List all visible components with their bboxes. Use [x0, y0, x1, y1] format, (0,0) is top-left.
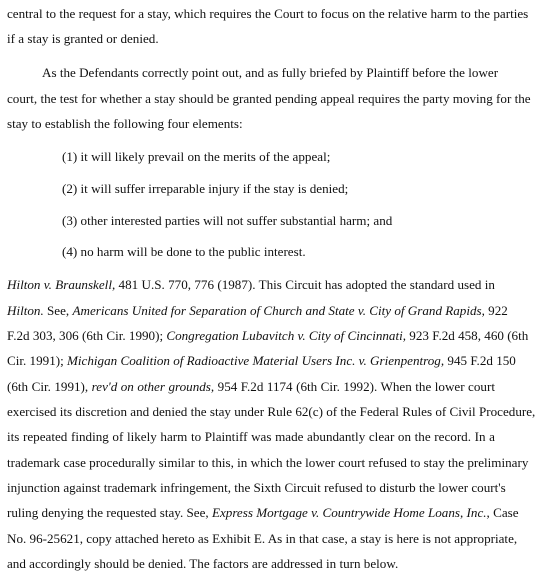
citation-text: ruling denying the requested stay. See,: [7, 505, 212, 521]
paragraph-line: [7, 373, 495, 400]
element-item-4: (4) no harm will be done to the public interest.: [62, 244, 306, 260]
case-citation: Americans United for Separation of Church and State v. City of Grand Rapids,: [72, 302, 485, 318]
case-citation: Hilton v. Braunskell,: [7, 277, 116, 293]
element-item-1: (1) it will likely prevail on the merits of the appeal;: [62, 148, 331, 164]
citation-text: See,: [43, 302, 73, 318]
paragraph-line: [7, 297, 508, 324]
paragraph-line: [7, 499, 519, 526]
paragraph-line: [7, 347, 516, 374]
paragraph-line: As the Defendants correctly point out, and as fully briefed by Plaintiff before the lower: [42, 65, 499, 81]
paragraph-line: court, the test for whether a stay should be granted pending appeal requires the party moving for the: [7, 90, 531, 106]
citation-text: 945 F.2d 150: [444, 353, 516, 369]
paragraph-line: its repeated finding of likely harm to Plaintiff was made abundantly clear on the record. In a: [7, 429, 495, 445]
case-citation: Michigan Coalition of Radioactive Material Users Inc. v. Grienpentrog,: [67, 353, 445, 369]
paragraph-line: [7, 322, 529, 349]
paragraph-line: injunction against trademark infringement, the Sixth Circuit refused to disturb the lower court's: [7, 480, 506, 495]
paragraph-line: central to the request for a stay, which requires the Court to focus on the relative harm to the parties: [7, 6, 529, 21]
citation-text: (6th Cir. 1991),: [7, 378, 92, 394]
citation-text: F.2d 303, 306 (6th Cir. 1990);: [7, 327, 167, 343]
citation-text: 481 U.S. 770, 776 (1987). This Circuit has adopted the standard used in: [115, 277, 495, 293]
paragraph-line: No. 96-25621, copy attached hereto as Exhibit E. As in that case, a stay is here is not appropriate,: [7, 530, 518, 546]
case-citation: Hilton.: [7, 302, 44, 318]
paragraph-line: and accordingly should be denied. The factors are addressed in turn below.: [7, 556, 399, 571]
case-citation: Express Mortgage v. Countrywide Home Loans, Inc.,: [211, 505, 490, 521]
citation-text: 922: [484, 302, 508, 318]
paragraph-line: stay to establish the following four elements:: [7, 115, 243, 131]
paragraph-line: exercised its discretion and denied the stay under Rule 62(c) of the Federal Rules of Civil Procedure,: [7, 404, 535, 419]
citation-text: Cir. 1991);: [7, 353, 68, 369]
case-citation: Congregation Lubavitch v. City of Cincinnati,: [166, 327, 407, 343]
citation-text: 923 F.2d 458, 460 (6th: [406, 327, 529, 343]
citation-text: 954 F.2d 1174 (6th Cir. 1992). When the lower court: [214, 378, 495, 394]
element-item-2: (2) it will suffer irreparable injury if the stay is denied;: [62, 180, 349, 196]
paragraph-line: if a stay is granted or denied.: [7, 31, 159, 47]
paragraph-line: [7, 271, 495, 298]
citation-text: Case: [489, 505, 519, 521]
paragraph-line: trademark case procedurally similar to this, in which the lower court refused to stay the preliminary: [7, 454, 529, 470]
case-citation: rev'd on other grounds,: [91, 378, 215, 394]
element-item-3: (3) other interested parties will not suffer substantial harm; and: [62, 212, 393, 228]
